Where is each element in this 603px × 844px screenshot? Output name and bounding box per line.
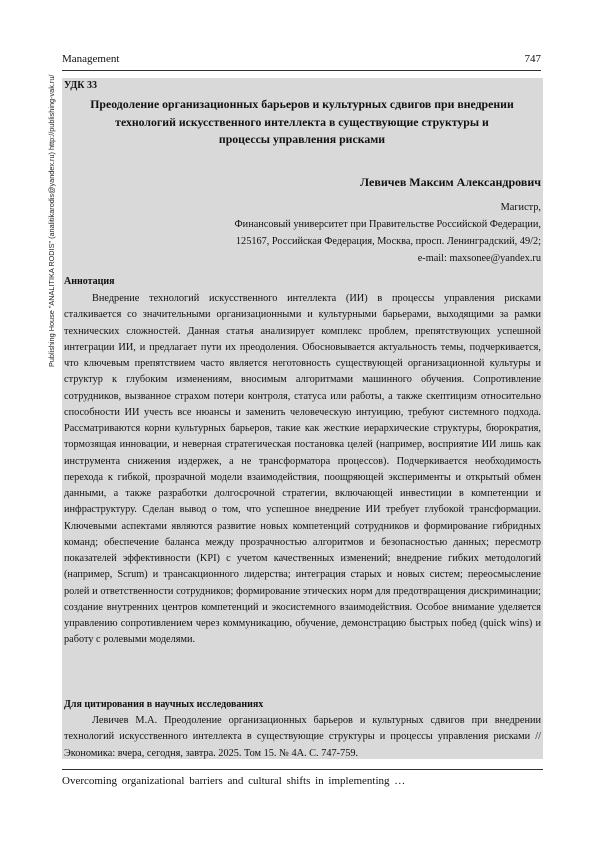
citation-heading: Для цитирования в научных исследованиях (64, 699, 264, 710)
footer-english-title: Overcoming organizational barriers and cultural shifts in implementing … (62, 775, 406, 787)
article-title: Преодоление организационных барьеров и культурных сдвигов при внедрении технологий искусственного интеллекта в существующие структуры и процессы управления рисками (90, 97, 514, 146)
author-email: e-mail: maxsonee@yandex.ru (417, 253, 541, 264)
header-rule (62, 70, 541, 71)
author-organization: Финансовый университет при Правительстве Российской Федерации, (234, 219, 541, 230)
side-publisher-label: Publishing House "ANALITIKA RODIS" (analitikarodis@yandex.ru) http://publishing-vak.ru/ (47, 74, 56, 367)
author-address: 125167, Российская Федерация, Москва, просп. Ленинградский, 49/2; (235, 236, 541, 247)
author-position: Магистр, (500, 202, 541, 213)
author-affiliation (121, 199, 541, 267)
footer-rule (62, 769, 543, 770)
abstract-text: Внедрение технологий искусственного интеллекта (ИИ) в процессы управления рисками сталкивается со значительными организационными и культурными барьерами, выходящими за рамки технических сложностей. Данная статья анализирует комплекс проблем, препятствующих успешной интеграции ИИ, и предлагает пути их преодоления. Обосновывается актуальность темы, подчеркивается, что ключевым препятствием часто является неготовность существующей организационной культуры и структур к глубоким изменениям, вносимым алгоритмами машинного обучения. Сопротивление сотрудников, вызванное страхом потери контроля, статуса или работы, а также скептицизм относительно способности ИИ учесть все нюансы и заменить человеческую интуицию, требуют системного подхода. Рассматриваются корни культурных барьеров, такие как жесткие иерархические структуры, бюрократия, тормозящая инновации, и неверная стратегическая постановка целей (например, восприятие ИИ лишь как инструмента снижения издержек, а не трансформатора процессов). Подчеркивается необходимость перехода к гибкой, прозрачной модели взаимодействия, поощряющей эксперименты и открытый обмен данными, а также разработки долгосрочной стратегии, включающей инвестиции в компетенции и инфраструктуру. Сделан вывод о том, что успешное внедрение ИИ требует глубокой трансформации. Ключевыми аспектами являются развитие новых компетенций сотрудников и формирование гибридных команд; обеспечение баланса между прозрачностью алгоритмов и безопасностью данных; пересмотр показателей эффективности (KPI) с учетом качественных изменений; внедрение гибких методологий (например, Scrum) и трансакционного лидерства; интеграция старых и новых систем; переосмысление ролей и ответственности сотрудников; формирование этических норм для предотвращения дискриминации; создание внутренних центров компетенций и экосистемного взаимодействия. Особое внимание уделяется управлению сопротивлением через коммуникацию, обучение, демонстрацию быстрых побед (quick wins) и работу с ролевыми моделями. (64, 293, 541, 646)
abstract-heading: Аннотация (64, 276, 115, 287)
journal-section: Management (62, 53, 120, 65)
page-number: 747 (524, 53, 541, 65)
udk-code: УДК 33 (64, 80, 97, 91)
author-name: Левичев Максим Александрович (360, 175, 541, 189)
citation-text: Левичев М.А. Преодоление организационных барьеров и культурных сдвигов при внедрении технологий искусственного интеллекта в существующие структуры и процессы управления рисками // Экономика: вчера, сегодня, завтра. 2025. Том 15. № 4А. С. 747-759. (64, 715, 541, 759)
